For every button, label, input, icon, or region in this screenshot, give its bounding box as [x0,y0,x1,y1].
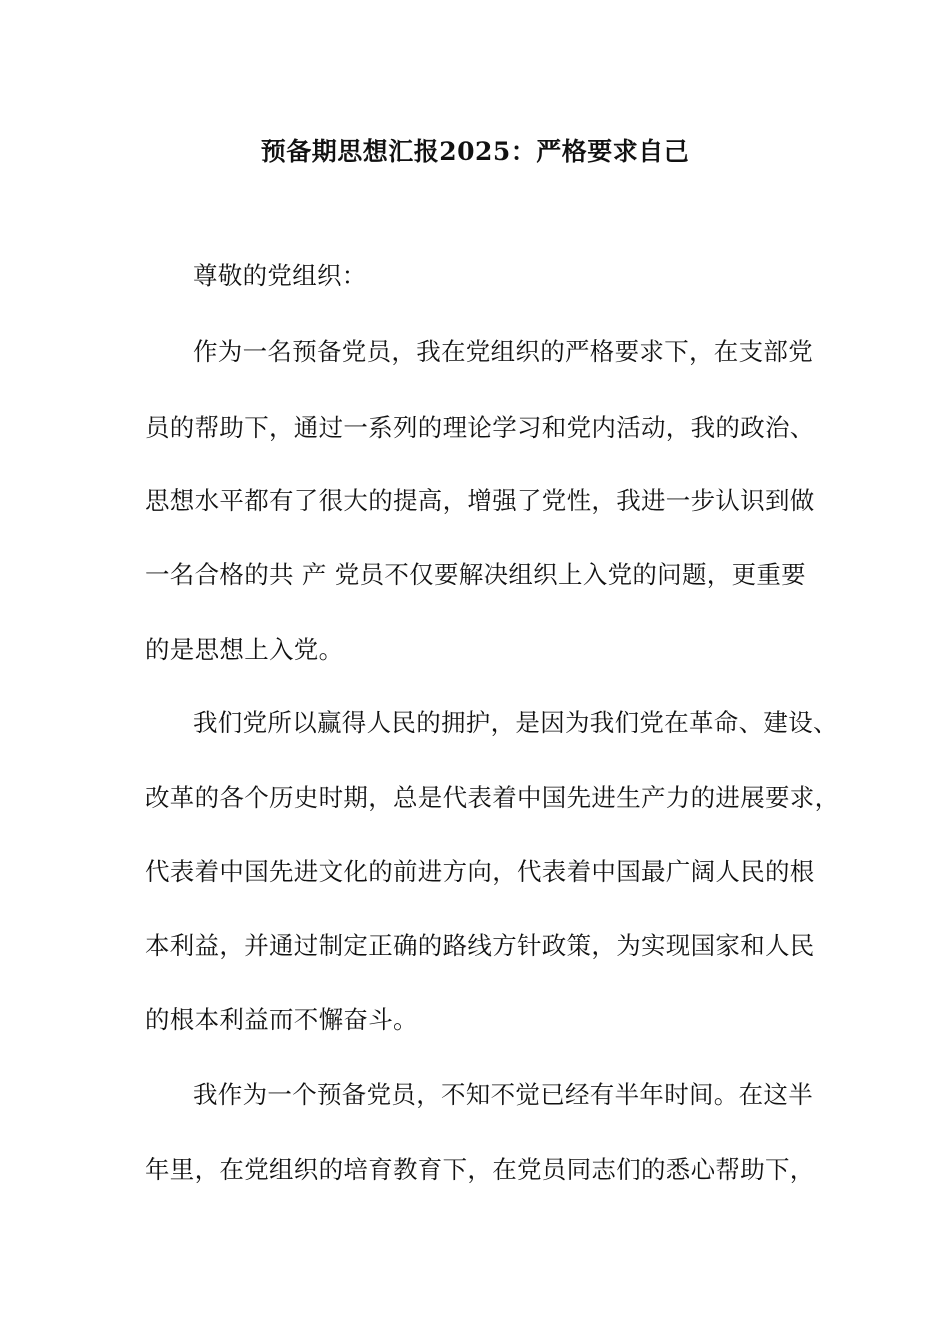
paragraph-line: 一名合格的共 产 党员不仅要解决组织上入党的问题，更重要 [145,560,806,589]
document-title: 预备期思想汇报2025：严格要求自己 [260,137,690,166]
salutation: 尊敬的党组织： [193,261,367,290]
paragraph-line: 代表着中国先进文化的前进方向，代表着中国最广阔人民的根 [145,857,815,886]
paragraph-line: 的是思想上入党。 [145,635,344,664]
paragraph-line: 本利益，并通过制定正确的路线方针政策，为实现国家和人民 [145,931,815,960]
paragraph-line: 改革的各个历史时期，总是代表着中国先进生产力的进展要求， [145,783,840,812]
paragraph-line: 我作为一个预备党员，不知不觉已经有半年时间。在这半 [193,1080,813,1109]
paragraph-line: 的根本利益而不懈奋斗。 [145,1005,418,1034]
paragraph-line: 我们党所以赢得人民的拥护，是因为我们党在革命、建设、 [193,708,838,737]
paragraph-line: 员的帮助下，通过一系列的理论学习和党内活动，我的政治、 [145,413,815,442]
paragraph-line: 作为一名预备党员，我在党组织的严格要求下，在支部党 [193,337,813,366]
paragraph-line: 思想水平都有了很大的提高，增强了党性，我进一步认识到做 [145,486,815,515]
paragraph-line: 年里，在党组织的培育教育下，在党员同志们的悉心帮助下， [145,1155,815,1184]
